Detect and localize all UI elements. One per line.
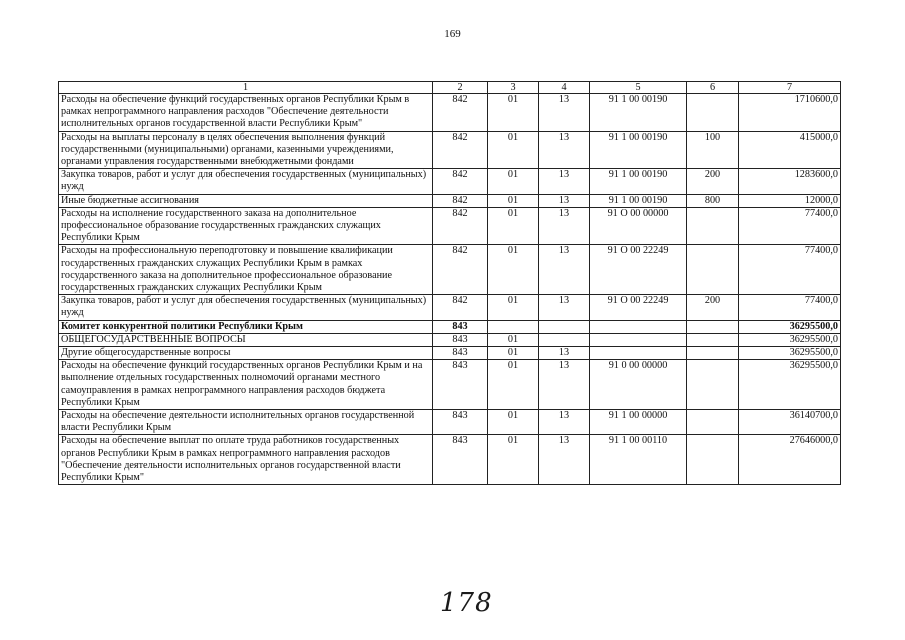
row-code-subsection — [539, 320, 590, 333]
row-code-subsection: 13 — [539, 169, 590, 194]
row-amount: 36140700,0 — [739, 410, 841, 435]
row-code-section: 01 — [488, 435, 539, 485]
column-header-4: 4 — [539, 82, 590, 94]
table-row — [59, 295, 841, 320]
row-code-section: 01 — [488, 194, 539, 207]
row-code-expense-type: 100 — [687, 131, 739, 169]
row-amount: 1710600,0 — [739, 94, 841, 132]
row-code-target: 91 1 00 00000 — [590, 410, 687, 435]
table-row — [59, 194, 841, 207]
row-name: Иные бюджетные ассигнования — [59, 194, 433, 207]
row-amount: 36295500,0 — [739, 347, 841, 360]
column-header-1: 1 — [59, 82, 433, 94]
row-code-section: 01 — [488, 245, 539, 295]
row-code-admin: 843 — [433, 435, 488, 485]
row-name: Расходы на обеспечение выплат по оплате труда работников государственных органов Республики Крым в рамках непрограммного направления расходов "Обеспечение деятельности исполнительных органов государственной власти Республики Крым" — [59, 435, 433, 485]
row-code-section — [488, 320, 539, 333]
header-row — [59, 82, 841, 94]
row-code-expense-type — [687, 207, 739, 245]
row-code-section: 01 — [488, 295, 539, 320]
row-code-subsection: 13 — [539, 347, 590, 360]
row-code-subsection: 13 — [539, 435, 590, 485]
column-header-7: 7 — [739, 82, 841, 94]
table-row — [59, 360, 841, 410]
row-amount: 36295500,0 — [739, 320, 841, 333]
row-code-expense-type — [687, 94, 739, 132]
row-code-section: 01 — [488, 207, 539, 245]
row-code-target: 91 1 00 00190 — [590, 94, 687, 132]
table-row — [59, 245, 841, 295]
row-code-section: 01 — [488, 131, 539, 169]
row-code-subsection: 13 — [539, 94, 590, 132]
row-name: Закупка товаров, работ и услуг для обеспечения государственных (муниципальных) нужд — [59, 169, 433, 194]
row-amount: 1283600,0 — [739, 169, 841, 194]
row-amount: 77400,0 — [739, 245, 841, 295]
row-code-admin: 843 — [433, 347, 488, 360]
table-row — [59, 131, 841, 169]
row-code-subsection: 13 — [539, 360, 590, 410]
row-code-target: 91 1 00 00190 — [590, 194, 687, 207]
column-header-2: 2 — [433, 82, 488, 94]
budget-table — [58, 81, 841, 485]
row-code-section: 01 — [488, 360, 539, 410]
row-amount: 12000,0 — [739, 194, 841, 207]
row-name: Расходы на выплаты персоналу в целях обеспечения выполнения функций государственными (муниципальными) органами, казенными учреждениями, органами управления государственными внебюджетными фондами — [59, 131, 433, 169]
row-code-target: 91 0 00 00000 — [590, 360, 687, 410]
row-code-section: 01 — [488, 410, 539, 435]
row-code-target: 91 О 00 22249 — [590, 295, 687, 320]
row-code-expense-type — [687, 435, 739, 485]
table-row — [59, 333, 841, 346]
row-name: Расходы на обеспечение функций государственных органов Республики Крым и на выполнение отдельных государственных полномочий органами местного самоуправления в рамках непрограммного направления расходов бюджета Республики Крым — [59, 360, 433, 410]
table-row — [59, 207, 841, 245]
row-code-admin: 842 — [433, 295, 488, 320]
row-code-target — [590, 347, 687, 360]
row-code-admin: 842 — [433, 194, 488, 207]
row-code-subsection: 13 — [539, 295, 590, 320]
row-code-target — [590, 333, 687, 346]
row-code-subsection: 13 — [539, 410, 590, 435]
row-code-expense-type: 200 — [687, 295, 739, 320]
table-body — [59, 94, 841, 485]
row-amount: 415000,0 — [739, 131, 841, 169]
row-code-target: 91 1 00 00190 — [590, 131, 687, 169]
row-name: Расходы на обеспечение функций государственных органов Республики Крым в рамках непрограммного направления расходов "Обеспечение деятельности исполнительных органов государственной власти Республики Крым" — [59, 94, 433, 132]
row-code-expense-type: 200 — [687, 169, 739, 194]
row-code-expense-type — [687, 347, 739, 360]
column-header-6: 6 — [687, 82, 739, 94]
row-code-subsection: 13 — [539, 131, 590, 169]
row-amount: 36295500,0 — [739, 333, 841, 346]
row-amount: 77400,0 — [739, 207, 841, 245]
row-code-target: 91 О 00 22249 — [590, 245, 687, 295]
row-name: Другие общегосударственные вопросы — [59, 347, 433, 360]
row-code-admin: 843 — [433, 333, 488, 346]
row-code-subsection: 13 — [539, 245, 590, 295]
row-code-admin: 842 — [433, 131, 488, 169]
row-amount: 77400,0 — [739, 295, 841, 320]
row-code-target — [590, 320, 687, 333]
row-code-section: 01 — [488, 169, 539, 194]
row-code-expense-type: 800 — [687, 194, 739, 207]
row-code-section: 01 — [488, 333, 539, 346]
row-code-admin: 843 — [433, 360, 488, 410]
row-code-expense-type — [687, 320, 739, 333]
row-name: ОБЩЕГОСУДАРСТВЕННЫЕ ВОПРОСЫ — [59, 333, 433, 346]
row-code-section: 01 — [488, 347, 539, 360]
row-amount: 36295500,0 — [739, 360, 841, 410]
row-name: Закупка товаров, работ и услуг для обеспечения государственных (муниципальных) нужд — [59, 295, 433, 320]
row-code-admin: 842 — [433, 245, 488, 295]
row-code-subsection: 13 — [539, 207, 590, 245]
table-row — [59, 435, 841, 485]
handwritten-page-number: 178 — [440, 588, 493, 618]
table-row — [59, 320, 841, 333]
row-code-expense-type — [687, 245, 739, 295]
row-name: Расходы на исполнение государственного заказа на дополнительное профессиональное образование государственных гражданских служащих Республики Крым — [59, 207, 433, 245]
row-code-subsection: 13 — [539, 194, 590, 207]
column-header-5: 5 — [590, 82, 687, 94]
row-code-admin: 843 — [433, 410, 488, 435]
page-number: 169 — [444, 28, 461, 40]
column-header-3: 3 — [488, 82, 539, 94]
table-row — [59, 169, 841, 194]
row-name: Расходы на обеспечение деятельности исполнительных органов государственной власти Республики Крым — [59, 410, 433, 435]
row-code-expense-type — [687, 360, 739, 410]
row-code-target: 91 1 00 00190 — [590, 169, 687, 194]
table-row — [59, 410, 841, 435]
row-amount: 27646000,0 — [739, 435, 841, 485]
row-code-subsection — [539, 333, 590, 346]
row-code-admin: 843 — [433, 320, 488, 333]
row-name: Расходы на профессиональную переподготовку и повышение квалификации государственных гражданских служащих Республики Крым в рамках государственного заказа на дополнительное профессиональное образование государственных гражданских служащих Республики Крым — [59, 245, 433, 295]
table-row — [59, 347, 841, 360]
table-row — [59, 94, 841, 132]
row-name: Комитет конкурентной политики Республики Крым — [59, 320, 433, 333]
row-code-section: 01 — [488, 94, 539, 132]
row-code-target: 91 1 00 00110 — [590, 435, 687, 485]
row-code-expense-type — [687, 410, 739, 435]
row-code-admin: 842 — [433, 94, 488, 132]
row-code-target: 91 О 00 00000 — [590, 207, 687, 245]
row-code-admin: 842 — [433, 169, 488, 194]
row-code-expense-type — [687, 333, 739, 346]
row-code-admin: 842 — [433, 207, 488, 245]
